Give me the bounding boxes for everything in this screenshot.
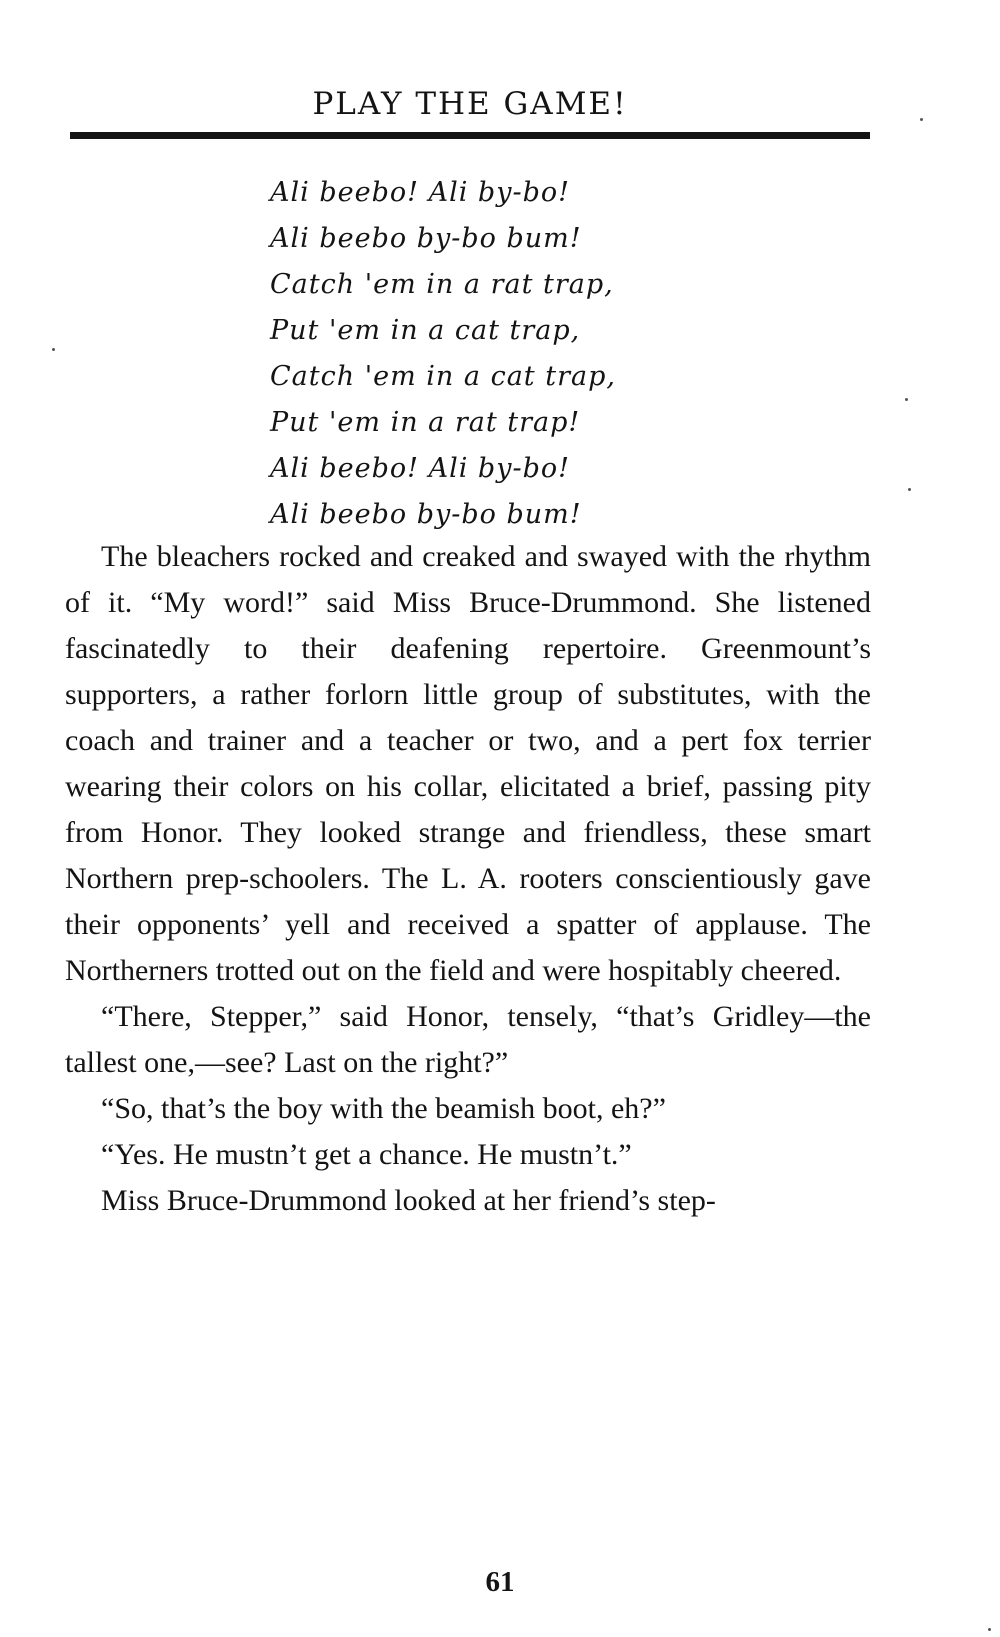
verse-line: Catch 'em in a rat trap, (270, 269, 614, 300)
verse-line: Ali beebo by-bo bum! (270, 499, 582, 530)
verse-line: Ali beebo by-bo bum! (270, 223, 582, 254)
header-rule (70, 132, 870, 139)
verse-line: Ali beebo! Ali by-bo! (270, 453, 570, 484)
paragraph: The bleachers rocked and creaked and swayed with the rhythm of it. “My word!” said Miss Bruce-Drummond. She listened fascinatedly to their deafening repertoire. Greenmount’s supporters, a rather forlorn little group of substitutes, with the coach and trainer and a teacher or two, and a pert fox terrier wearing their colors on his collar, elicitated a brief, passing pity from Honor. They looked strange and friendless, these smart Northern prep-schoolers. The L. A. rooters conscientiously gave their opponents’ yell and received a spatter of applause. The Northerners trotted out on the field and were hospitably cheered. (65, 540, 871, 987)
verse-line: Put 'em in a rat trap! (270, 407, 581, 438)
body-text (65, 534, 871, 1224)
print-speck (920, 118, 923, 121)
verse-line: Put 'em in a cat trap, (270, 315, 581, 346)
paragraph: Miss Bruce-Drummond looked at her friend’s step- (101, 1184, 716, 1217)
verse-line: Ali beebo! Ali by-bo! (270, 177, 570, 208)
paragraph: “Yes. He mustn’t get a chance. He mustn’t.” (101, 1138, 632, 1171)
paragraph: “There, Stepper,” said Honor, tensely, “that’s Gridley—the tallest one,—see? Last on the right?” (65, 1000, 871, 1079)
print-speck (988, 1628, 991, 1631)
print-speck (908, 488, 911, 491)
page-number: 61 (485, 1566, 515, 1598)
print-speck (52, 348, 55, 351)
paragraph: “So, that’s the boy with the beamish boot, eh?” (101, 1092, 666, 1125)
running-head: PLAY THE GAME! (312, 86, 628, 122)
verse-line: Catch 'em in a cat trap, (270, 361, 616, 392)
chant-verse (270, 170, 616, 538)
print-speck (905, 398, 908, 401)
